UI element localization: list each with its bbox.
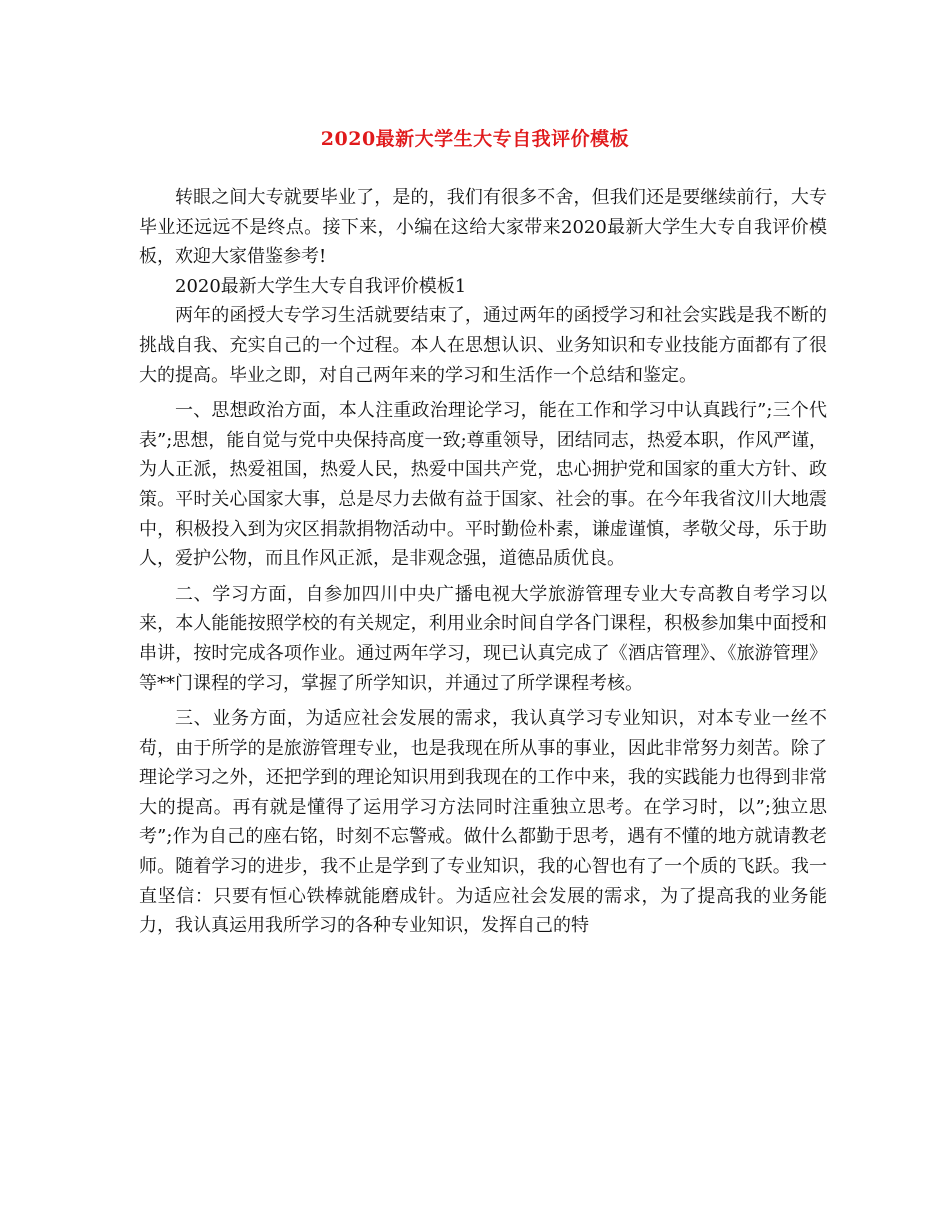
paragraph-business: 三、业务方面，为适应社会发展的需求，我认真学习专业知识，对本专业一丝不苟，由于所学的是旅游管理专业，也是我现在所从事的事业，因此非常努力刻苦。除了理论学习之外，还把学到的理论知识用到我现在的工作中来，我的实践能力也得到非常大的提高。再有就是懂得了运用学习方法同时注重独立思考。在学习时，以”;独立思考”;作为自己的座右铭，时刻不忘警戒。做什么都勤于思考，遇有不懂的地方就请教老师。随着学习的进步，我不止是学到了专业知识，我的心智也有了一个质的飞跃。我一直坚信：只要有恒心铁棒就能磨成针。为适应社会发展的需求，为了提高我的业务能力，我认真运用我所学习的各种专业知识，发挥自己的特 <box>139 708 827 937</box>
paragraph-study: 二、学习方面，自参加四川中央广播电视大学旅游管理专业大专高教自考学习以来，本人能能按照学校的有关规定，利用业余时间自学各门课程，积极参加集中面授和串讲，按时完成各项作业。通过两年学习，现已认真完成了《酒店管理》、《旅游管理》等**门课程的学习，掌握了所学知识，并通过了所学课程考核。 <box>139 583 827 694</box>
document-title: 2020最新大学生大专自我评价模板 <box>320 128 630 150</box>
paragraph-political: 一、思想政治方面，本人注重政治理论学习，能在工作和学习中认真践行”;三个代表”;思想，能自觉与党中央保持高度一致;尊重领导，团结同志，热爱本职，作风严谨，为人正派，热爱祖国，热爱人民，热爱中国共产党，忠心拥护党和国家的重大方针、政策。平时关心国家大事，总是尽力去做有益于国家、社会的事。在今年我省汶川大地震中，积极投入到为灾区捐款捐物活动中。平时勤俭朴素，谦虚谨慎，孝敬父母，乐于助人，爱护公物，而且作风正派，是非观念强，道德品质优良。 <box>139 400 827 570</box>
document-body <box>139 183 827 941</box>
intro-paragraph: 转眼之间大专就要毕业了，是的，我们有很多不舍，但我们还是要继续前行，大专毕业还远远不是终点。接下来，小编在这给大家带来2020最新大学生大专自我评价模板，欢迎大家借鉴参考! <box>139 187 827 268</box>
section-heading: 2020最新大学生大专自我评价模板1 <box>175 275 467 297</box>
paragraph-overview: 两年的函授大专学习生活就要结束了，通过两年的函授学习和社会实践是我不断的挑战自我、充实自己的一个过程。本人在思想认识、业务知识和专业技能方面都有了很大的提高。毕业之即，对自己两年来的学习和生活作一个总结和鉴定。 <box>139 305 827 386</box>
